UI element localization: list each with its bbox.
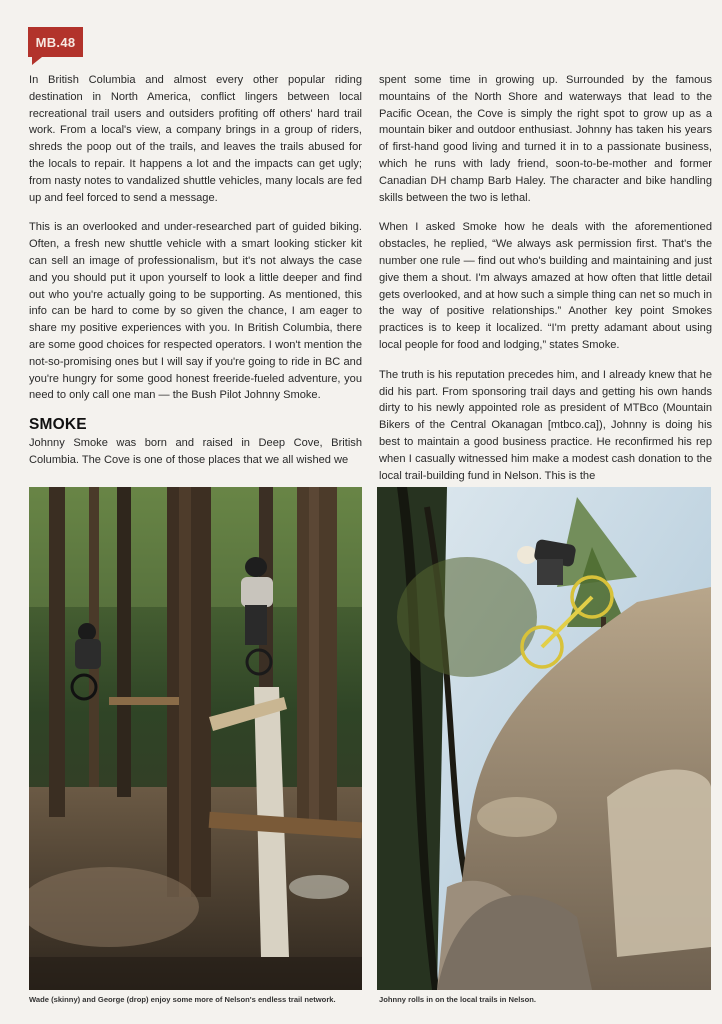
rock-roll-photo bbox=[377, 487, 711, 990]
paragraph: In British Columbia and almost every other popular riding destination in North America, conflict lingers between local recreational trail users and outsiders profiting off others' hard trail work. From a local's view, a company brings in a group of riders, shreds the poop out of the trails, and leaves the trails abused for the locals to repair. It happens a lot and the impacts can get ugly; from nasty notes to vandalized shuttle vehicles, many locals are fed up and feel forced to send a message. bbox=[29, 74, 362, 204]
paragraph: Johnny Smoke was born and raised in Deep Cove, British Columbia. The Cove is one of those places that we all wished we bbox=[29, 436, 362, 466]
section-heading: SMOKE bbox=[29, 416, 87, 434]
forest-trail-photo bbox=[29, 487, 362, 990]
paragraph: When I asked Smoke how he deals with the aforementioned obstacles, he replied, “We always ask permission first. That's the number one rule — find out who's building and maintaining and just give them a shout. I'm always amazed at how often that little detail gets overlooked, and at how such a simple thing can net so much in the way of positive relationships.” Another key point Smokes practices is to keep it localized. “I'm pretty adamant about using local people for food and lodging,” states Smoke. bbox=[379, 221, 713, 351]
left-text-column bbox=[29, 72, 362, 482]
paragraph: spent some time in growing up. Surrounded by the famous mountains of the North Shore and waterways that lead to the Pacific Ocean, the Cove is simply the right spot to grow up as a mountain biker and outdoor enthusiast. Johnny has taken his years of first-hand good living and turned it in to a passionate business, which he runs with lady friend, soon-to-be-mother and former Canadian DH champ Barb Haley. The character and bike handling skills between the two is lethal. bbox=[379, 74, 712, 204]
right-text-column bbox=[379, 72, 712, 497]
paragraph: The truth is his reputation precedes him, and I already knew that he did his part. From sponsoring trail days and getting his own hands dirty to his newly appointed role as president of MTBco (Mountain Bikers of the Central Okanagan [mtbco.ca]), Johnny is doing his best to maintain a good business practice. He reconfirmed his rep when I casually witnessed him make a modest cash donation to the local trail-building fund in Nelson. This is the bbox=[379, 368, 712, 482]
paragraph: This is an overlooked and under-researched part of guided biking. Often, a fresh new shuttle vehicle with a smart looking sticker kit can sell an image of professionalism, but it's not always the case and you should put it upon yourself to look a little deeper and find out who you're actually going to be supporting. As mentioned, this info can be hard to come by so given the chance, I am eager to share my positive experiences with you. In British Columbia, there are some good choices for respected operators. I won't mention the not-so-promising ones but I will say if you're going to ride in BC and you're hungry for some good honest freeride-fueled adventure, you need to only call one man — the Bush Pilot Johnny Smoke. bbox=[29, 221, 362, 402]
page-number-tag: MB.48 bbox=[28, 27, 83, 57]
photo-caption: Johnny rolls in on the local trails in Nelson. bbox=[379, 995, 536, 1004]
photo-caption: Wade (skinny) and George (drop) enjoy some more of Nelson's endless trail network. bbox=[29, 995, 336, 1004]
